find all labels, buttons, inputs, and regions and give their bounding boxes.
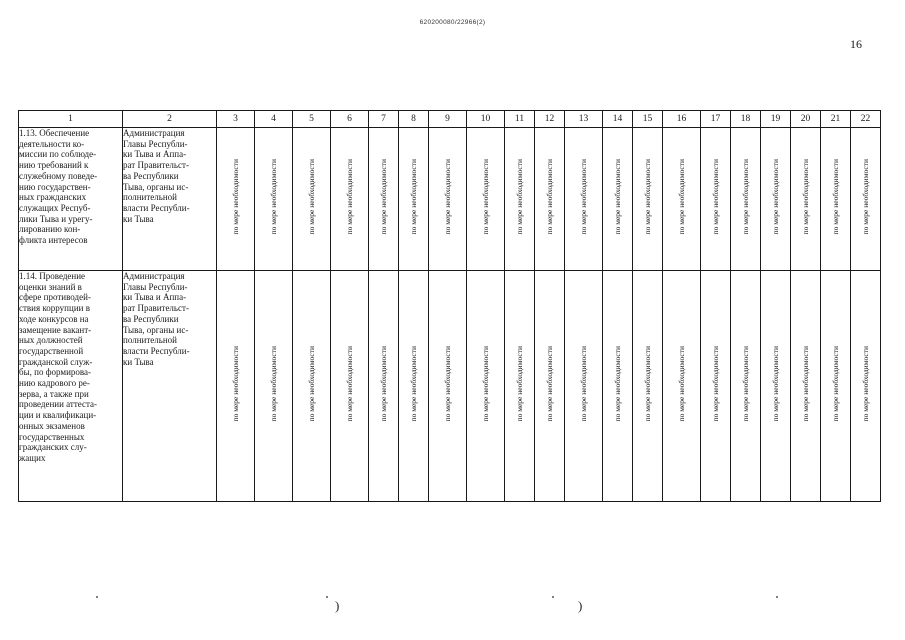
period-cell: по мере необходимости xyxy=(515,158,524,235)
column-number-21: 21 xyxy=(821,111,851,128)
scan-mark: ) xyxy=(335,598,340,613)
period-cell: по мере необходимости xyxy=(379,158,388,235)
scan-speck xyxy=(326,596,328,598)
executor-cell: Администрация Главы Республи- ки Тыва и Аппа- рат Правительст- ва Республики Тыва, органы ис- полнительной власти Республи- ки Тыва xyxy=(123,128,217,271)
period-cell: по мере необходимости xyxy=(613,345,622,422)
period-cell: по мере необходимости xyxy=(269,158,278,235)
period-cell: по мере необходимости xyxy=(579,158,588,235)
period-cell: по мере необходимости xyxy=(515,345,524,422)
period-cell: по мере необходимости xyxy=(677,158,686,235)
measure-cell: 1.13. Обеспечение деятельности ко- миссии по соблюде- нию требований к служебному поведе- нию государствен- ных гражданских служащих Респуб- лики Тыва и урегу- лированию кон- фликта интересов xyxy=(19,128,123,271)
column-number-2: 2 xyxy=(123,111,217,128)
plan-table xyxy=(18,110,881,502)
column-number-12: 12 xyxy=(535,111,565,128)
column-number-6: 6 xyxy=(331,111,369,128)
scan-speck xyxy=(96,596,98,598)
column-number-9: 9 xyxy=(429,111,467,128)
period-cell: по мере необходимости xyxy=(801,158,810,235)
period-cell: по мере необходимости xyxy=(861,158,870,235)
column-number-11: 11 xyxy=(505,111,535,128)
period-cell: по мере необходимости xyxy=(801,345,810,422)
scan-speck xyxy=(776,596,778,598)
period-cell: по мере необходимости xyxy=(481,345,490,422)
table-row xyxy=(19,271,881,502)
column-number-22: 22 xyxy=(851,111,881,128)
column-number-13: 13 xyxy=(565,111,603,128)
period-cell: по мере необходимости xyxy=(307,345,316,422)
column-number-4: 4 xyxy=(255,111,293,128)
period-cell: по мере необходимости xyxy=(379,345,388,422)
period-cell: по мере необходимости xyxy=(443,158,452,235)
period-cell: по мере необходимости xyxy=(269,345,278,422)
column-number-19: 19 xyxy=(761,111,791,128)
period-cell: по мере необходимости xyxy=(307,158,316,235)
column-number-8: 8 xyxy=(399,111,429,128)
period-cell: по мере необходимости xyxy=(443,345,452,422)
period-cell: по мере необходимости xyxy=(643,158,652,235)
document-code: 620200080/22966(2) xyxy=(419,19,486,26)
period-cell: по мере необходимости xyxy=(711,158,720,235)
column-number-16: 16 xyxy=(663,111,701,128)
period-cell: по мере необходимости xyxy=(545,345,554,422)
page-number: 16 xyxy=(850,37,862,51)
period-cell: по мере необходимости xyxy=(481,158,490,235)
period-cell: по мере необходимости xyxy=(831,158,840,235)
column-number-1: 1 xyxy=(19,111,123,128)
period-cell: по мере необходимости xyxy=(771,345,780,422)
executor-cell: Администрация Главы Республи- ки Тыва и Аппа- рат Правительст- ва Республики Тыва, органы ис- полнительной власти Республи- ки Тыва xyxy=(123,271,217,502)
period-cell: по мере необходимости xyxy=(613,158,622,235)
period-cell: по мере необходимости xyxy=(643,345,652,422)
period-cell: по мере необходимости xyxy=(231,345,240,422)
column-number-3: 3 xyxy=(217,111,255,128)
scan-mark: ) xyxy=(578,598,583,613)
column-number-18: 18 xyxy=(731,111,761,128)
column-number-10: 10 xyxy=(467,111,505,128)
period-cell: по мере необходимости xyxy=(579,345,588,422)
column-number-17: 17 xyxy=(701,111,731,128)
period-cell: по мере необходимости xyxy=(409,345,418,422)
table-row xyxy=(19,128,881,271)
period-cell: по мере необходимости xyxy=(741,158,750,235)
period-cell: по мере необходимости xyxy=(831,345,840,422)
column-number-15: 15 xyxy=(633,111,663,128)
column-number-5: 5 xyxy=(293,111,331,128)
period-cell: по мере необходимости xyxy=(771,158,780,235)
period-cell: по мере необходимости xyxy=(677,345,686,422)
scan-speck xyxy=(552,596,554,598)
column-number-7: 7 xyxy=(369,111,399,128)
period-cell: по мере необходимости xyxy=(711,345,720,422)
period-cell: по мере необходимости xyxy=(231,158,240,235)
period-cell: по мере необходимости xyxy=(345,158,354,235)
column-number-20: 20 xyxy=(791,111,821,128)
period-cell: по мере необходимости xyxy=(861,345,870,422)
period-cell: по мере необходимости xyxy=(409,158,418,235)
period-cell: по мере необходимости xyxy=(741,345,750,422)
measure-cell: 1.14. Проведение оценки знаний в сфере противодей- ствия коррупции в ходе конкурсов на замещение вакант- ных должностей государственной гражданской служ- бы, по формирова- нию кадрового ре- зерва, а также при проведении аттеста- ции и квалификаци- онных экзаменов государственных гражданских слу- жащих xyxy=(19,271,123,502)
period-cell: по мере необходимости xyxy=(545,158,554,235)
period-cell: по мере необходимости xyxy=(345,345,354,422)
column-number-14: 14 xyxy=(603,111,633,128)
column-number-row xyxy=(19,111,881,128)
